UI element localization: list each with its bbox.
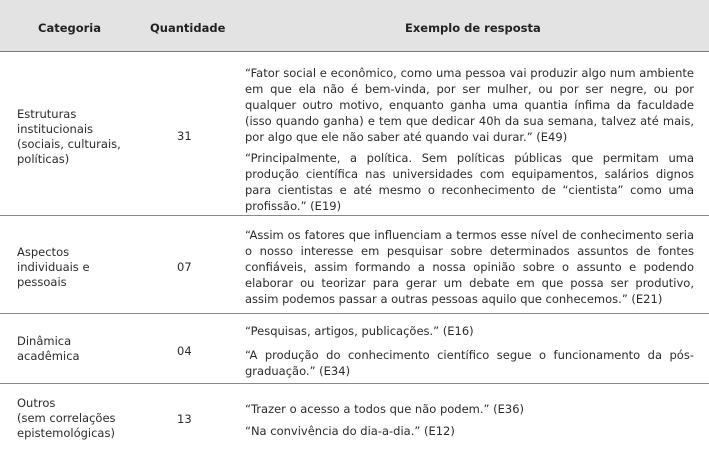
example-quote: “Na convivência do dia-a-dia.” (E12)	[245, 424, 455, 438]
table-row	[0, 52, 709, 216]
row-category	[17, 245, 132, 290]
header-quantidade: Quantidade	[150, 21, 226, 35]
category-line: individuais e	[17, 260, 90, 274]
header-categoria: Categoria	[38, 21, 102, 35]
category-line: acadêmica	[17, 349, 80, 363]
row-quantity: 04	[177, 344, 192, 358]
row-category	[17, 396, 132, 441]
example-quote: “A produção do conhecimento científico segue o funcionamento da pós-graduação.” (E34)	[245, 348, 694, 378]
row-category	[17, 334, 132, 364]
row-quantity: 07	[177, 260, 192, 274]
category-line: políticas)	[17, 152, 70, 166]
row-category	[17, 107, 132, 167]
category-line: Aspectos	[17, 245, 70, 259]
category-line: Estruturas	[17, 107, 77, 121]
table-row	[0, 384, 709, 454]
category-line: institucionais	[17, 122, 94, 136]
example-quote: “Principalmente, a política. Sem políticas públicas que permitam uma produção científica nas universidades com equipamentos, salários dignos para cientistas e até mesmo o reconhecimento de “cientista” como uma profissão.” (E19)	[245, 151, 694, 213]
example-quote: “Fator social e econômico, como uma pessoa vai produzir algo num ambiente em que ela não é bem-vinda, por ser mulher, ou por ser negre, ou por qualquer outro motivo, enquanto ganha uma quantia ínfima da faculdade (isso quando ganha) e tem que dedicar 40h da sua semana, talvez até mais, por algo que ele não saber até quando vai durar.” (E49)	[245, 66, 694, 144]
category-line: epistemológicas)	[17, 426, 115, 440]
example-quote: “Assim os fatores que influenciam a termos esse nível de conhecimento seria o nosso interesse em pesquisar sobre determinados assuntos de fontes confiáveis, assim formando a nossa opinião sobre o assunto e podendo elaborar ou teorizar para gerar um debate em que possa ser produtivo, assim podemos passar a outras pessoas aquilo que conhecemos.” (E21)	[245, 228, 694, 306]
table-row	[0, 216, 709, 314]
table-row	[0, 314, 709, 384]
category-line: pessoais	[17, 275, 67, 289]
row-quantity: 13	[177, 412, 192, 426]
category-line: Outros	[17, 396, 56, 410]
table-header	[0, 0, 709, 52]
category-line: (sociais, culturais,	[17, 137, 121, 151]
row-quantity: 31	[177, 129, 192, 143]
header-exemplo: Exemplo de resposta	[405, 21, 541, 35]
example-quote: “Pesquisas, artigos, publicações.” (E16)	[245, 324, 474, 338]
category-line: (sem correlações	[17, 411, 116, 425]
example-quote: “Trazer o acesso a todos que não podem.” (E36)	[245, 402, 525, 416]
category-line: Dinâmica	[17, 334, 72, 348]
